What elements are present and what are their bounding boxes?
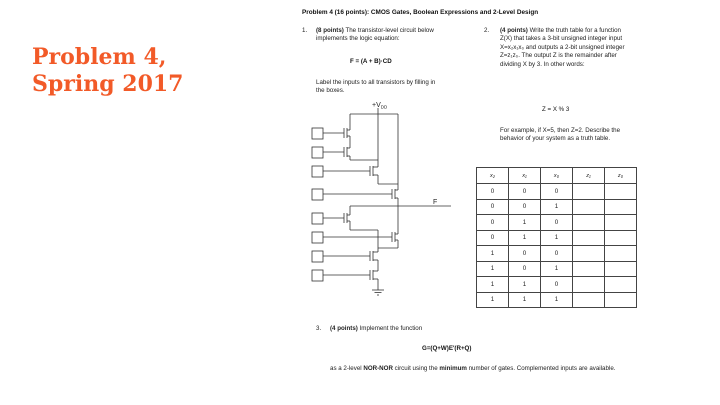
truth-table — [476, 167, 637, 308]
cell: 1 — [541, 261, 573, 277]
input-box-2[interactable] — [312, 147, 323, 158]
header-x1: x₁ — [509, 168, 541, 184]
q2-example: For example, if X=5, then Z=2. Describe the behavior of your system as a truth table. — [500, 127, 621, 143]
q2-number: 2. — [484, 27, 490, 34]
header-z0: z₀ — [605, 168, 637, 184]
answer-cell[interactable] — [605, 246, 637, 262]
problem-document — [286, 0, 720, 405]
cell: 0 — [541, 246, 573, 262]
slide-title: Problem 4, Spring 2017 — [32, 44, 184, 97]
cell: 0 — [541, 184, 573, 200]
q1-label-instruction: Label the inputs to all transistors by filling in the boxes. — [316, 79, 436, 95]
table-row — [477, 215, 637, 231]
cell: 1 — [509, 215, 541, 231]
input-box-8[interactable] — [312, 270, 323, 281]
cell: 0 — [509, 246, 541, 262]
q1-equation: F = (A + B)·CD — [350, 58, 392, 65]
answer-cell[interactable] — [605, 261, 637, 277]
cell: 0 — [541, 215, 573, 231]
table-row — [477, 230, 637, 246]
q2-description: Write the truth table for a function Z(X) that takes a 3-bit unsigned integer input X=x₂x₁x₀ and outputs a 2-bit unsigned integer Z=z₁z₀. The output Z is the remainder after dividing X by 3. In other words: — [500, 27, 625, 68]
answer-cell[interactable] — [573, 199, 605, 215]
output-label: F — [433, 199, 438, 206]
q1-number: 1. — [302, 27, 308, 34]
cell: 1 — [477, 292, 509, 308]
vdd-label: $+V_{DD}$ — [372, 102, 388, 110]
cell: 1 — [477, 261, 509, 277]
answer-cell[interactable] — [605, 199, 637, 215]
answer-cell[interactable] — [605, 230, 637, 246]
cell: 0 — [509, 184, 541, 200]
cell: 1 — [541, 199, 573, 215]
table-row — [477, 277, 637, 293]
q3-text — [330, 325, 422, 333]
answer-cell[interactable] — [573, 184, 605, 200]
cell: 0 — [477, 199, 509, 215]
cell: 0 — [477, 230, 509, 246]
answer-cell[interactable] — [573, 277, 605, 293]
q1-description: The transistor-level circuit below implements the logic equation: — [316, 27, 434, 43]
q3-equation: G=(Q+W)E'(R+Q) — [422, 345, 472, 352]
q1-points: (8 points) — [316, 27, 344, 34]
table-row — [477, 199, 637, 215]
answer-cell[interactable] — [605, 277, 637, 293]
q2-text — [500, 27, 630, 69]
cell: 1 — [541, 292, 573, 308]
q2-points: (4 points) — [500, 27, 528, 34]
q1-text — [316, 27, 462, 44]
cell: 0 — [541, 277, 573, 293]
truth-table-header — [477, 168, 637, 184]
cell: 0 — [477, 215, 509, 231]
table-row — [477, 292, 637, 308]
cell: 1 — [509, 277, 541, 293]
q3-points: (4 points) — [330, 325, 358, 332]
answer-cell[interactable] — [573, 246, 605, 262]
cmos-circuit-diagram — [306, 100, 456, 300]
answer-cell[interactable] — [605, 184, 637, 200]
input-box-5[interactable] — [312, 213, 323, 224]
cell: 1 — [509, 230, 541, 246]
answer-cell[interactable] — [573, 261, 605, 277]
input-box-7[interactable] — [312, 251, 323, 262]
table-row — [477, 246, 637, 262]
table-row — [477, 261, 637, 277]
cell: 1 — [477, 277, 509, 293]
answer-cell[interactable] — [573, 292, 605, 308]
answer-cell[interactable] — [573, 230, 605, 246]
header-x2: x₂ — [477, 168, 509, 184]
cell: 1 — [477, 246, 509, 262]
cell: 0 — [509, 261, 541, 277]
input-box-4[interactable] — [312, 189, 323, 200]
q3-number: 3. — [316, 325, 322, 332]
cell: 0 — [509, 199, 541, 215]
q3-instructions: as a 2-level NOR-NOR circuit using the minimum number of gates. Complemented inputs are available. — [330, 365, 616, 372]
answer-cell[interactable] — [605, 292, 637, 308]
header-x0: x₀ — [541, 168, 573, 184]
table-row — [477, 184, 637, 200]
header-z1: z₁ — [573, 168, 605, 184]
cell: 0 — [477, 184, 509, 200]
input-box-3[interactable] — [312, 166, 323, 177]
input-box-1[interactable] — [312, 128, 323, 139]
cell: 1 — [509, 292, 541, 308]
problem-heading: Problem 4 (16 points): CMOS Gates, Boolean Expressions and 2-Level Design — [302, 9, 539, 16]
answer-cell[interactable] — [573, 215, 605, 231]
q2-equation: Z = X % 3 — [542, 106, 570, 113]
answer-cell[interactable] — [605, 215, 637, 231]
input-box-6[interactable] — [312, 232, 323, 243]
q3-description: Implement the function — [359, 325, 423, 332]
cell: 1 — [541, 230, 573, 246]
